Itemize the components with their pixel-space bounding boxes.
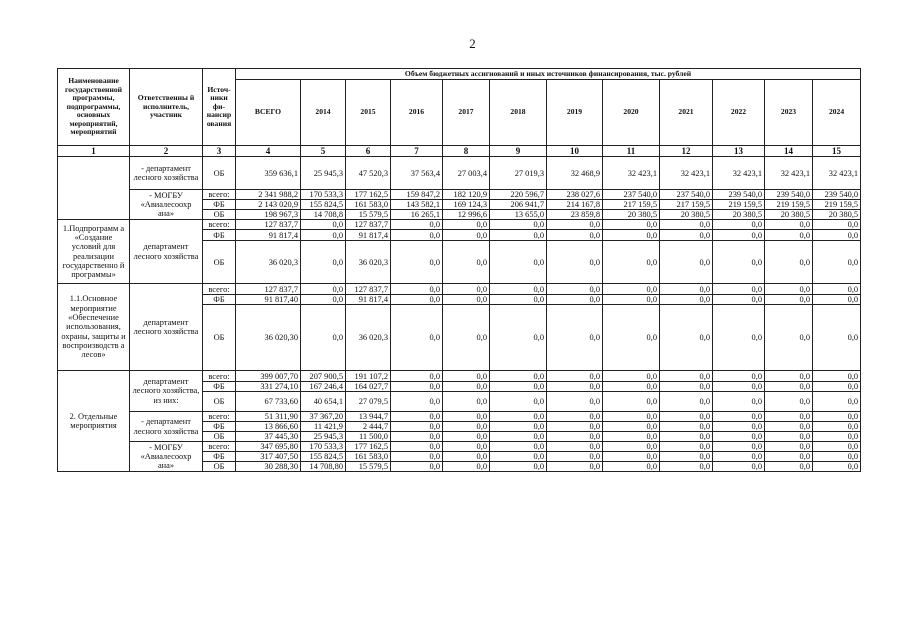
amount-cell: 0,0 bbox=[660, 230, 713, 241]
executor-cell: - МОГБУ «Авиалесоохр ана» bbox=[130, 442, 203, 472]
amount-cell: 0,0 bbox=[603, 371, 660, 382]
amount-cell: 30 288,30 bbox=[236, 462, 301, 472]
executor-cell: департамент лесного хозяйства bbox=[130, 284, 203, 371]
amount-cell: 32 423,1 bbox=[603, 157, 660, 190]
amount-cell: 20 380,5 bbox=[813, 210, 861, 220]
amount-cell: 0,0 bbox=[547, 452, 603, 462]
amount-cell: 0,0 bbox=[443, 422, 490, 432]
column-index: 3 bbox=[203, 146, 236, 157]
amount-cell: 0,0 bbox=[547, 241, 603, 284]
amount-cell: 0,0 bbox=[391, 295, 443, 305]
amount-cell: 207 900,5 bbox=[301, 371, 346, 382]
amount-cell: 0,0 bbox=[391, 305, 443, 371]
budget-table bbox=[57, 68, 861, 472]
amount-cell: 14 708,80 bbox=[301, 462, 346, 472]
amount-cell: 0,0 bbox=[391, 371, 443, 382]
amount-cell: 91 817,4 bbox=[346, 295, 391, 305]
amount-cell: 0,0 bbox=[765, 284, 813, 295]
amount-cell: 0,0 bbox=[813, 220, 861, 230]
amount-cell: 47 520,3 bbox=[346, 157, 391, 190]
amount-cell: 91 817,4 bbox=[346, 230, 391, 241]
amount-cell: 0,0 bbox=[490, 382, 547, 392]
amount-cell: 0,0 bbox=[490, 462, 547, 472]
amount-cell: 238 027,6 bbox=[547, 190, 603, 200]
amount-cell: 15 579,5 bbox=[346, 462, 391, 472]
column-index: 7 bbox=[391, 146, 443, 157]
amount-cell: 20 380,5 bbox=[603, 210, 660, 220]
table-row bbox=[58, 220, 861, 230]
amount-cell: 0,0 bbox=[443, 284, 490, 295]
amount-cell: 0,0 bbox=[603, 442, 660, 452]
amount-cell: 0,0 bbox=[713, 432, 765, 442]
table-row bbox=[58, 284, 861, 295]
amount-cell: 0,0 bbox=[443, 412, 490, 422]
funding-source-cell: всего: bbox=[203, 442, 236, 452]
amount-cell: 0,0 bbox=[813, 462, 861, 472]
amount-cell: 0,0 bbox=[490, 422, 547, 432]
amount-cell: 0,0 bbox=[443, 392, 490, 412]
amount-cell: 0,0 bbox=[813, 241, 861, 284]
amount-cell: 0,0 bbox=[391, 432, 443, 442]
amount-cell: 25 945,3 bbox=[301, 157, 346, 190]
amount-cell: 0,0 bbox=[660, 371, 713, 382]
amount-cell: 13 866,60 bbox=[236, 422, 301, 432]
column-index: 6 bbox=[346, 146, 391, 157]
amount-cell: 27 003,4 bbox=[443, 157, 490, 190]
amount-cell: 0,0 bbox=[301, 220, 346, 230]
amount-cell: 15 579,5 bbox=[346, 210, 391, 220]
amount-cell: 0,0 bbox=[547, 462, 603, 472]
amount-cell: 20 380,5 bbox=[660, 210, 713, 220]
amount-cell: 399 007,70 bbox=[236, 371, 301, 382]
header-year: 2018 bbox=[490, 80, 547, 146]
amount-cell: 0,0 bbox=[443, 442, 490, 452]
amount-cell: 0,0 bbox=[765, 462, 813, 472]
program-name-cell bbox=[58, 157, 130, 220]
amount-cell: 0,0 bbox=[603, 452, 660, 462]
column-index: 5 bbox=[301, 146, 346, 157]
amount-cell: 37 367,20 bbox=[301, 412, 346, 422]
amount-cell: 0,0 bbox=[301, 241, 346, 284]
amount-cell: 2 444,7 bbox=[346, 422, 391, 432]
amount-cell: 0,0 bbox=[443, 371, 490, 382]
amount-cell: 239 540,0 bbox=[713, 190, 765, 200]
amount-cell: 0,0 bbox=[660, 220, 713, 230]
amount-cell: 0,0 bbox=[713, 295, 765, 305]
amount-cell: 0,0 bbox=[547, 382, 603, 392]
amount-cell: 0,0 bbox=[391, 382, 443, 392]
amount-cell: 0,0 bbox=[660, 284, 713, 295]
amount-cell: 0,0 bbox=[490, 412, 547, 422]
executor-cell: - департамент лесного хозяйства bbox=[130, 157, 203, 190]
amount-cell: 0,0 bbox=[490, 305, 547, 371]
amount-cell: 32 423,1 bbox=[713, 157, 765, 190]
funding-source-cell: ОБ bbox=[203, 432, 236, 442]
header-source: Источ-ники фи-нансир ования bbox=[203, 69, 236, 146]
amount-cell: 40 654,1 bbox=[301, 392, 346, 412]
funding-source-cell: ОБ bbox=[203, 462, 236, 472]
amount-cell: 0,0 bbox=[713, 422, 765, 432]
amount-cell: 0,0 bbox=[603, 230, 660, 241]
amount-cell: 169 124,3 bbox=[443, 200, 490, 210]
amount-cell: 0,0 bbox=[660, 392, 713, 412]
amount-cell: 0,0 bbox=[660, 452, 713, 462]
amount-cell: 0,0 bbox=[391, 442, 443, 452]
amount-cell: 317 407,50 bbox=[236, 452, 301, 462]
header-year: 2023 bbox=[765, 80, 813, 146]
amount-cell: 0,0 bbox=[660, 305, 713, 371]
column-index: 10 bbox=[547, 146, 603, 157]
amount-cell: 206 941,7 bbox=[490, 200, 547, 210]
amount-cell: 32 468,9 bbox=[547, 157, 603, 190]
amount-cell: 0,0 bbox=[391, 392, 443, 412]
amount-cell: 237 540,0 bbox=[660, 190, 713, 200]
amount-cell: 14 708,8 bbox=[301, 210, 346, 220]
executor-cell: департамент лесного хозяйства, из них: bbox=[130, 371, 203, 412]
column-index: 13 bbox=[713, 146, 765, 157]
amount-cell: 36 020,3 bbox=[346, 241, 391, 284]
amount-cell: 0,0 bbox=[813, 230, 861, 241]
amount-cell: 159 847,2 bbox=[391, 190, 443, 200]
amount-cell: 0,0 bbox=[713, 382, 765, 392]
amount-cell: 0,0 bbox=[603, 422, 660, 432]
amount-cell: 0,0 bbox=[490, 432, 547, 442]
header-year: 2017 bbox=[443, 80, 490, 146]
amount-cell: 13 944,7 bbox=[346, 412, 391, 422]
amount-cell: 170 533,3 bbox=[301, 190, 346, 200]
amount-cell: 0,0 bbox=[765, 295, 813, 305]
header-year: 2019 bbox=[547, 80, 603, 146]
amount-cell: 0,0 bbox=[443, 432, 490, 442]
executor-cell: - департамент лесного хозяйства bbox=[130, 412, 203, 442]
header-year: 2014 bbox=[301, 80, 346, 146]
amount-cell: 0,0 bbox=[443, 462, 490, 472]
amount-cell: 0,0 bbox=[660, 412, 713, 422]
amount-cell: 0,0 bbox=[547, 422, 603, 432]
amount-cell: 217 159,5 bbox=[660, 200, 713, 210]
amount-cell: 0,0 bbox=[443, 220, 490, 230]
amount-cell: 0,0 bbox=[765, 220, 813, 230]
amount-cell: 0,0 bbox=[765, 392, 813, 412]
funding-source-cell: ФБ bbox=[203, 295, 236, 305]
amount-cell: 0,0 bbox=[813, 284, 861, 295]
amount-cell: 0,0 bbox=[813, 412, 861, 422]
amount-cell: 0,0 bbox=[765, 230, 813, 241]
amount-cell: 331 274,10 bbox=[236, 382, 301, 392]
amount-cell: 182 120,9 bbox=[443, 190, 490, 200]
amount-cell: 0,0 bbox=[391, 462, 443, 472]
amount-cell: 0,0 bbox=[660, 442, 713, 452]
amount-cell: 0,0 bbox=[713, 305, 765, 371]
amount-cell: 0,0 bbox=[603, 392, 660, 412]
amount-cell: 0,0 bbox=[765, 412, 813, 422]
amount-cell: 0,0 bbox=[603, 241, 660, 284]
amount-cell: 0,0 bbox=[813, 442, 861, 452]
amount-cell: 0,0 bbox=[547, 295, 603, 305]
amount-cell: 0,0 bbox=[765, 382, 813, 392]
amount-cell: 0,0 bbox=[813, 295, 861, 305]
amount-cell: 359 636,1 bbox=[236, 157, 301, 190]
amount-cell: 0,0 bbox=[813, 382, 861, 392]
column-index: 4 bbox=[236, 146, 301, 157]
amount-cell: 127 837,7 bbox=[346, 284, 391, 295]
amount-cell: 164 027,7 bbox=[346, 382, 391, 392]
funding-source-cell: ОБ bbox=[203, 392, 236, 412]
amount-cell: 0,0 bbox=[603, 462, 660, 472]
amount-cell: 347 695,80 bbox=[236, 442, 301, 452]
amount-cell: 0,0 bbox=[603, 432, 660, 442]
amount-cell: 0,0 bbox=[713, 412, 765, 422]
header-program-name: Наименование государственной программы, подпрограммы, основных мероприятий, мероприятий bbox=[58, 69, 130, 146]
amount-cell: 0,0 bbox=[490, 295, 547, 305]
amount-cell: 0,0 bbox=[391, 422, 443, 432]
amount-cell: 20 380,5 bbox=[765, 210, 813, 220]
amount-cell: 0,0 bbox=[443, 295, 490, 305]
amount-cell: 0,0 bbox=[603, 220, 660, 230]
funding-source-cell: ФБ bbox=[203, 382, 236, 392]
amount-cell: 0,0 bbox=[660, 462, 713, 472]
amount-cell: 0,0 bbox=[713, 392, 765, 412]
amount-cell: 27 079,5 bbox=[346, 392, 391, 412]
amount-cell: 0,0 bbox=[490, 371, 547, 382]
funding-source-cell: всего: bbox=[203, 412, 236, 422]
amount-cell: 0,0 bbox=[547, 220, 603, 230]
amount-cell: 37 563,4 bbox=[391, 157, 443, 190]
header-year: ВСЕГО bbox=[236, 80, 301, 146]
amount-cell: 0,0 bbox=[660, 422, 713, 432]
amount-cell: 0,0 bbox=[301, 284, 346, 295]
amount-cell: 219 159,5 bbox=[713, 200, 765, 210]
amount-cell: 237 540,0 bbox=[603, 190, 660, 200]
amount-cell: 91 817,4 bbox=[236, 230, 301, 241]
amount-cell: 177 162,5 bbox=[346, 442, 391, 452]
program-name-cell: 1.Подпрограмм а «Создание условий для реализации государственно й программы» bbox=[58, 220, 130, 284]
amount-cell: 219 159,5 bbox=[813, 200, 861, 210]
amount-cell: 0,0 bbox=[813, 392, 861, 412]
header-year: 2020 bbox=[603, 80, 660, 146]
amount-cell: 0,0 bbox=[713, 230, 765, 241]
amount-cell: 0,0 bbox=[765, 452, 813, 462]
amount-cell: 0,0 bbox=[547, 392, 603, 412]
amount-cell: 161 583,0 bbox=[346, 452, 391, 462]
amount-cell: 0,0 bbox=[443, 305, 490, 371]
amount-cell: 0,0 bbox=[391, 241, 443, 284]
amount-cell: 0,0 bbox=[547, 230, 603, 241]
amount-cell: 0,0 bbox=[713, 284, 765, 295]
funding-source-cell: ОБ bbox=[203, 305, 236, 371]
table-row bbox=[58, 157, 861, 190]
column-index: 2 bbox=[130, 146, 203, 157]
amount-cell: 0,0 bbox=[765, 432, 813, 442]
amount-cell: 0,0 bbox=[490, 392, 547, 412]
amount-cell: 127 837,7 bbox=[346, 220, 391, 230]
amount-cell: 0,0 bbox=[713, 462, 765, 472]
amount-cell: 0,0 bbox=[603, 305, 660, 371]
amount-cell: 0,0 bbox=[490, 220, 547, 230]
amount-cell: 220 596,7 bbox=[490, 190, 547, 200]
amount-cell: 0,0 bbox=[443, 230, 490, 241]
amount-cell: 0,0 bbox=[660, 432, 713, 442]
funding-source-cell: всего: bbox=[203, 190, 236, 200]
amount-cell: 0,0 bbox=[603, 295, 660, 305]
amount-cell: 0,0 bbox=[547, 305, 603, 371]
column-index: 9 bbox=[490, 146, 547, 157]
amount-cell: 36 020,3 bbox=[346, 305, 391, 371]
amount-cell: 198 967,3 bbox=[236, 210, 301, 220]
table-row bbox=[58, 190, 861, 200]
amount-cell: 12 996,6 bbox=[443, 210, 490, 220]
column-index: 14 bbox=[765, 146, 813, 157]
table-row bbox=[58, 412, 861, 422]
executor-cell: - МОГБУ «Авиалесоохр ана» bbox=[130, 190, 203, 220]
amount-cell: 23 859,8 bbox=[547, 210, 603, 220]
amount-cell: 0,0 bbox=[391, 452, 443, 462]
amount-cell: 239 540,0 bbox=[765, 190, 813, 200]
column-index: 8 bbox=[443, 146, 490, 157]
amount-cell: 51 311,90 bbox=[236, 412, 301, 422]
header-year: 2021 bbox=[660, 80, 713, 146]
amount-cell: 0,0 bbox=[813, 371, 861, 382]
amount-cell: 0,0 bbox=[443, 452, 490, 462]
amount-cell: 0,0 bbox=[443, 382, 490, 392]
amount-cell: 191 107,2 bbox=[346, 371, 391, 382]
funding-source-cell: всего: bbox=[203, 371, 236, 382]
amount-cell: 11 500,0 bbox=[346, 432, 391, 442]
amount-cell: 0,0 bbox=[713, 371, 765, 382]
amount-cell: 0,0 bbox=[765, 442, 813, 452]
amount-cell: 0,0 bbox=[301, 295, 346, 305]
amount-cell: 0,0 bbox=[547, 371, 603, 382]
amount-cell: 25 945,3 bbox=[301, 432, 346, 442]
amount-cell: 127 837,7 bbox=[236, 284, 301, 295]
amount-cell: 91 817,40 bbox=[236, 295, 301, 305]
amount-cell: 0,0 bbox=[813, 432, 861, 442]
amount-cell: 0,0 bbox=[765, 371, 813, 382]
funding-source-cell: всего: bbox=[203, 220, 236, 230]
amount-cell: 0,0 bbox=[490, 241, 547, 284]
amount-cell: 0,0 bbox=[391, 230, 443, 241]
amount-cell: 13 655,0 bbox=[490, 210, 547, 220]
amount-cell: 127 837,7 bbox=[236, 220, 301, 230]
amount-cell: 0,0 bbox=[547, 432, 603, 442]
funding-source-cell: ФБ bbox=[203, 422, 236, 432]
amount-cell: 155 824,5 bbox=[301, 452, 346, 462]
amount-cell: 36 020,30 bbox=[236, 305, 301, 371]
amount-cell: 67 733,60 bbox=[236, 392, 301, 412]
header-executor: Ответственны й исполнитель, участник bbox=[130, 69, 203, 146]
funding-source-cell: ФБ bbox=[203, 452, 236, 462]
amount-cell: 177 162,5 bbox=[346, 190, 391, 200]
amount-cell: 0,0 bbox=[713, 220, 765, 230]
amount-cell: 155 824,5 bbox=[301, 200, 346, 210]
amount-cell: 0,0 bbox=[301, 305, 346, 371]
amount-cell: 217 159,5 bbox=[603, 200, 660, 210]
funding-source-cell: всего: bbox=[203, 284, 236, 295]
amount-cell: 0,0 bbox=[813, 305, 861, 371]
amount-cell: 0,0 bbox=[813, 452, 861, 462]
program-name-cell: 2. Отдельные мероприятия bbox=[58, 371, 130, 472]
table-row bbox=[58, 371, 861, 382]
executor-cell: департамент лесного хозяйства bbox=[130, 220, 203, 284]
amount-cell: 0,0 bbox=[713, 442, 765, 452]
amount-cell: 0,0 bbox=[547, 442, 603, 452]
amount-cell: 0,0 bbox=[765, 241, 813, 284]
column-index: 11 bbox=[603, 146, 660, 157]
amount-cell: 0,0 bbox=[660, 382, 713, 392]
amount-cell: 214 167,8 bbox=[547, 200, 603, 210]
header-year: 2022 bbox=[713, 80, 765, 146]
amount-cell: 0,0 bbox=[391, 284, 443, 295]
amount-cell: 0,0 bbox=[301, 230, 346, 241]
amount-cell: 27 019,3 bbox=[490, 157, 547, 190]
program-name-cell: 1.1.Основное мероприятие «Обеспечение использования, охраны, защиты и воспроизводств а лесов» bbox=[58, 284, 130, 371]
amount-cell: 37 445,30 bbox=[236, 432, 301, 442]
amount-cell: 0,0 bbox=[391, 412, 443, 422]
header-year: 2015 bbox=[346, 80, 391, 146]
header-year: 2016 bbox=[391, 80, 443, 146]
amount-cell: 0,0 bbox=[603, 382, 660, 392]
amount-cell: 20 380,5 bbox=[713, 210, 765, 220]
amount-cell: 2 143 020,9 bbox=[236, 200, 301, 210]
header-budget-group: Объем бюджетных ассигнований и иных источников финансирования, тыс. рублей bbox=[236, 69, 861, 80]
amount-cell: 0,0 bbox=[813, 422, 861, 432]
amount-cell: 0,0 bbox=[603, 412, 660, 422]
funding-source-cell: ОБ bbox=[203, 210, 236, 220]
header-year: 2024 bbox=[813, 80, 861, 146]
amount-cell: 0,0 bbox=[765, 305, 813, 371]
amount-cell: 16 265,1 bbox=[391, 210, 443, 220]
amount-cell: 2 341 988,2 bbox=[236, 190, 301, 200]
funding-source-cell: ФБ bbox=[203, 200, 236, 210]
amount-cell: 0,0 bbox=[713, 452, 765, 462]
amount-cell: 0,0 bbox=[490, 284, 547, 295]
amount-cell: 0,0 bbox=[713, 241, 765, 284]
amount-cell: 0,0 bbox=[603, 284, 660, 295]
table-row bbox=[58, 442, 861, 452]
funding-source-cell: ОБ bbox=[203, 241, 236, 284]
amount-cell: 32 423,1 bbox=[660, 157, 713, 190]
amount-cell: 167 246,4 bbox=[301, 382, 346, 392]
funding-source-cell: ФБ bbox=[203, 230, 236, 241]
amount-cell: 32 423,1 bbox=[765, 157, 813, 190]
amount-cell: 11 421,9 bbox=[301, 422, 346, 432]
amount-cell: 0,0 bbox=[547, 284, 603, 295]
amount-cell: 170 533,3 bbox=[301, 442, 346, 452]
amount-cell: 0,0 bbox=[660, 241, 713, 284]
amount-cell: 0,0 bbox=[547, 412, 603, 422]
amount-cell: 0,0 bbox=[490, 452, 547, 462]
amount-cell: 0,0 bbox=[391, 220, 443, 230]
amount-cell: 161 583,0 bbox=[346, 200, 391, 210]
amount-cell: 0,0 bbox=[443, 241, 490, 284]
amount-cell: 239 540,0 bbox=[813, 190, 861, 200]
amount-cell: 143 582,1 bbox=[391, 200, 443, 210]
column-index: 15 bbox=[813, 146, 861, 157]
amount-cell: 0,0 bbox=[660, 295, 713, 305]
amount-cell: 0,0 bbox=[765, 422, 813, 432]
amount-cell: 0,0 bbox=[490, 442, 547, 452]
page-number: 2 bbox=[469, 36, 476, 51]
amount-cell: 36 020,3 bbox=[236, 241, 301, 284]
amount-cell: 219 159,5 bbox=[765, 200, 813, 210]
column-index: 1 bbox=[58, 146, 130, 157]
amount-cell: 32 423,1 bbox=[813, 157, 861, 190]
funding-source-cell: ОБ bbox=[203, 157, 236, 190]
amount-cell: 0,0 bbox=[490, 230, 547, 241]
column-index: 12 bbox=[660, 146, 713, 157]
